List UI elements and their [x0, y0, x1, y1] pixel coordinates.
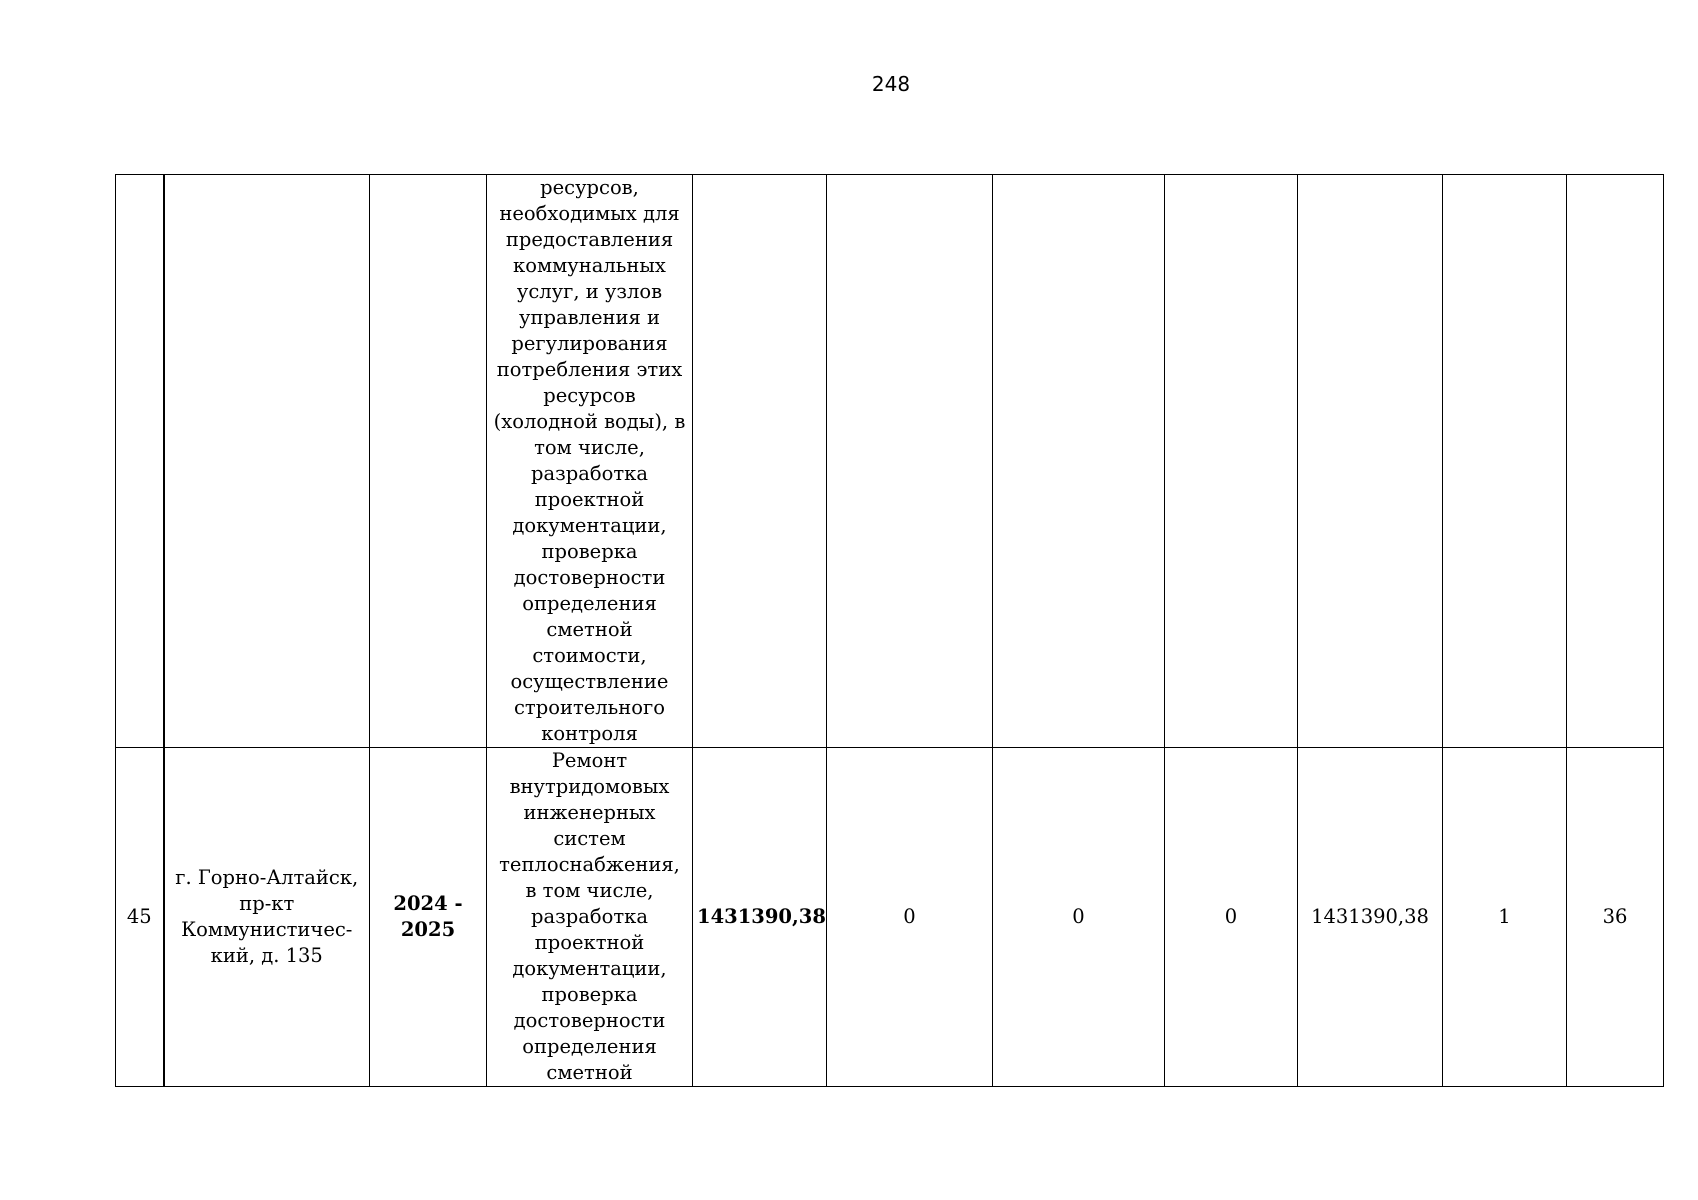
cost-column-8-cell [1165, 175, 1298, 748]
address-cell: г. Горно-Алтайск, пр-кт Коммунистичес-кий, д. 135 [164, 748, 370, 1087]
work-type-cell: Ремонт внутридомовых инженерных систем теплоснабжения, в том числе, разработка проектной документации, проверка достоверности определения сметной [487, 748, 693, 1087]
count-column-11-cell: 36 [1567, 748, 1664, 1087]
cost-column-7-cell [993, 175, 1165, 748]
total-cost-cell: 1431390,38 [693, 748, 827, 1087]
table-row [116, 175, 1664, 748]
work-type-cell: ресурсов, необходимых для предоставления коммунальных услуг, и узлов управления и регулирования потребления этих ресурсов (холодной воды), в том числе, разработка проектной документации, проверка достоверности определения сметной стоимости, осуществление строительного контроля [487, 175, 693, 748]
table-row [116, 748, 1664, 1087]
total-cost-cell [693, 175, 827, 748]
cost-column-6-cell [827, 175, 993, 748]
row-number-cell: 45 [116, 748, 164, 1087]
cost-column-6-cell: 0 [827, 748, 993, 1087]
count-column-10-cell [1443, 175, 1567, 748]
cost-column-8-cell: 0 [1165, 748, 1298, 1087]
period-cell [370, 175, 487, 748]
capital-repair-table [115, 174, 1664, 1087]
count-column-11-cell [1567, 175, 1664, 748]
cost-column-7-cell: 0 [993, 748, 1165, 1087]
cost-column-9-cell [1298, 175, 1443, 748]
address-cell [164, 175, 370, 748]
cost-column-9-cell: 1431390,38 [1298, 748, 1443, 1087]
count-column-10-cell: 1 [1443, 748, 1567, 1087]
period-cell: 2024 - 2025 [370, 748, 487, 1087]
page-number: 248 [871, 72, 911, 96]
row-number-cell [116, 175, 164, 748]
